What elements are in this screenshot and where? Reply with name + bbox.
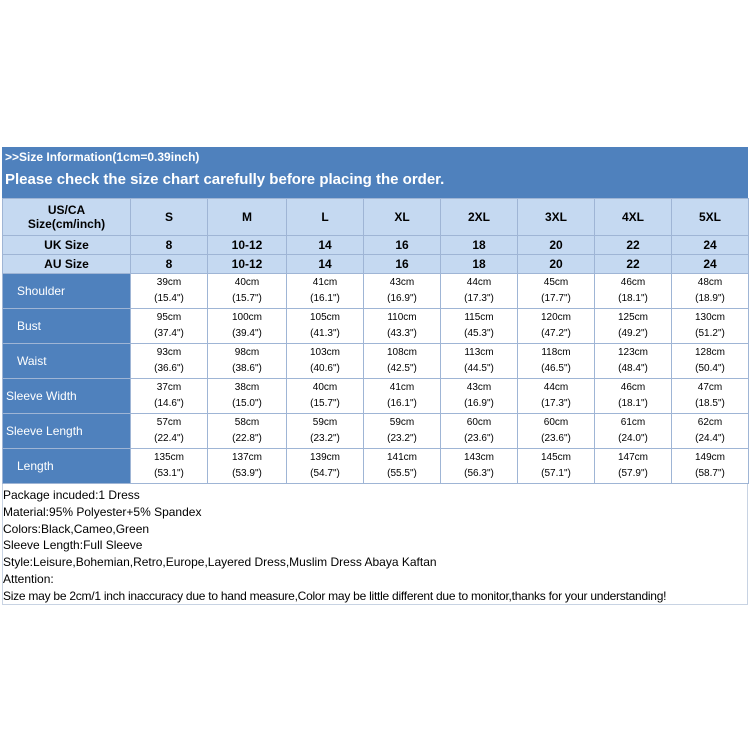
- inch-value: (37.4"): [154, 328, 184, 339]
- measurement-cell: [287, 274, 364, 309]
- measurement-cell: [595, 274, 672, 309]
- cm-value: 40cm: [312, 382, 338, 393]
- us-size-label: [3, 199, 131, 236]
- measurement-row-sleeve-width: [3, 379, 749, 414]
- measurement-cell: [595, 344, 672, 379]
- uk-size-cell: 20: [518, 236, 595, 255]
- inch-value: (22.8"): [232, 433, 262, 444]
- measurement-cell: [208, 344, 287, 379]
- inch-value: (18.5"): [695, 398, 725, 409]
- cm-value: 41cm: [312, 277, 338, 288]
- measurement-cell: [208, 379, 287, 414]
- inch-value: (16.1"): [310, 293, 340, 304]
- measurement-cell: [595, 414, 672, 449]
- note-package: Package incuded:1 Dress: [3, 488, 140, 502]
- inch-value: (16.9"): [387, 293, 417, 304]
- size-header-cell: 2XL: [441, 199, 518, 236]
- measurement-cell: [441, 379, 518, 414]
- measurement-cell: [287, 414, 364, 449]
- measurement-cell: [287, 449, 364, 484]
- cm-value: 125cm: [617, 312, 648, 323]
- inch-value: (36.6"): [154, 363, 184, 374]
- inch-value: (15.4"): [154, 293, 184, 304]
- inch-value: (23.6"): [541, 433, 571, 444]
- measurement-cell: [364, 414, 441, 449]
- measurement-cell: [441, 274, 518, 309]
- cm-value: 128cm: [694, 347, 725, 358]
- cm-value: 45cm: [543, 277, 569, 288]
- size-header-cell: 3XL: [518, 199, 595, 236]
- inch-value: (56.3"): [464, 468, 494, 479]
- inch-value: (49.2"): [618, 328, 648, 339]
- cm-value: 59cm: [389, 417, 415, 428]
- cm-value: 108cm: [386, 347, 417, 358]
- cm-value: 57cm: [156, 417, 182, 428]
- inch-value: (15.0"): [232, 398, 262, 409]
- size-header-cell: M: [208, 199, 287, 236]
- inch-value: (38.6"): [232, 363, 262, 374]
- note-inaccuracy: Size may be 2cm/1 inch inaccuracy due to hand measure,Color may be little different due to monitor,thanks for your understanding!: [3, 588, 667, 603]
- cm-value: 60cm: [466, 417, 492, 428]
- us-size-label-line1: US/CA: [47, 203, 86, 217]
- size-chart-warning: Please check the size chart carefully before placing the order.: [5, 171, 445, 188]
- cm-value: 100cm: [231, 312, 262, 323]
- measurement-cell: [595, 379, 672, 414]
- uk-size-cell: 22: [595, 236, 672, 255]
- uk-size-cell: 16: [364, 236, 441, 255]
- cm-value: 44cm: [466, 277, 492, 288]
- inch-value: (18.1"): [618, 293, 648, 304]
- inch-value: (15.7"): [232, 293, 262, 304]
- inch-value: (54.7"): [310, 468, 340, 479]
- measurement-cell: [208, 309, 287, 344]
- au-size-cell: 14: [287, 255, 364, 274]
- inch-value: (24.4"): [695, 433, 725, 444]
- cm-value: 61cm: [620, 417, 646, 428]
- cm-value: 145cm: [540, 452, 571, 463]
- size-header-cell: 5XL: [672, 199, 749, 236]
- note-sleeve-length: Sleeve Length:Full Sleeve: [3, 538, 143, 553]
- inch-value: (24.0"): [618, 433, 648, 444]
- measurement-cell: [672, 379, 749, 414]
- measurement-cell: [518, 414, 595, 449]
- measurement-cell: [441, 449, 518, 484]
- uk-size-row: [3, 236, 749, 255]
- inch-value: (51.2"): [695, 328, 725, 339]
- inch-value: (41.3"): [310, 328, 340, 339]
- measurement-cell: [131, 344, 208, 379]
- measurement-cell: [131, 274, 208, 309]
- measurement-cell: [208, 274, 287, 309]
- cm-value: 118cm: [541, 347, 571, 358]
- measurement-cell: [131, 414, 208, 449]
- inch-value: (57.9"): [618, 468, 648, 479]
- inch-value: (15.7"): [310, 398, 340, 409]
- measurement-cell: [364, 449, 441, 484]
- size-table: [2, 198, 749, 484]
- measurement-cell: [131, 309, 208, 344]
- cm-value: 43cm: [389, 277, 415, 288]
- measurement-cell: [672, 449, 749, 484]
- measurement-cell: [518, 379, 595, 414]
- au-size-cell: 24: [672, 255, 749, 274]
- cm-value: 103cm: [309, 347, 340, 358]
- inch-value: (58.7"): [695, 468, 725, 479]
- inch-value: (23.2"): [310, 433, 340, 444]
- inch-value: (16.1"): [387, 398, 417, 409]
- measurement-cell: [208, 449, 287, 484]
- inch-value: (17.3"): [464, 293, 494, 304]
- cm-value: 39cm: [156, 277, 182, 288]
- au-size-cell: 18: [441, 255, 518, 274]
- measurement-cell: [672, 414, 749, 449]
- inch-value: (42.5"): [387, 363, 417, 374]
- cm-value: 147cm: [617, 452, 648, 463]
- cm-value: 48cm: [697, 277, 723, 288]
- note-colors: Colors:Black,Cameo,Green: [3, 521, 150, 536]
- cm-value: 143cm: [463, 452, 494, 463]
- uk-size-cell: 24: [672, 236, 749, 255]
- cm-value: 46cm: [620, 382, 646, 393]
- size-header-cell: L: [287, 199, 364, 236]
- cm-value: 115cm: [464, 312, 494, 323]
- inch-value: (17.3"): [541, 398, 571, 409]
- cm-value: 60cm: [543, 417, 569, 428]
- measurement-cell: [364, 309, 441, 344]
- cm-value: 135cm: [153, 452, 184, 463]
- measurement-cell: [595, 449, 672, 484]
- inch-value: (17.7"): [541, 293, 571, 304]
- cm-value: 137cm: [231, 452, 262, 463]
- measurement-row-bust: [3, 309, 749, 344]
- measurement-cell: [441, 344, 518, 379]
- cm-value: 58cm: [234, 417, 260, 428]
- measurement-cell: [672, 309, 749, 344]
- size-info-header: [2, 147, 748, 198]
- us-size-label-line2: Size(cm/inch): [27, 217, 106, 231]
- cm-value: 62cm: [697, 417, 723, 428]
- inch-value: (43.3"): [387, 328, 417, 339]
- measurement-row-shoulder: [3, 274, 749, 309]
- cm-value: 37cm: [156, 382, 182, 393]
- measurement-label: Sleeve Width: [3, 379, 131, 414]
- cm-value: 38cm: [234, 382, 260, 393]
- cm-value: 46cm: [620, 277, 646, 288]
- measurement-cell: [672, 344, 749, 379]
- au-size-cell: 16: [364, 255, 441, 274]
- measurement-cell: [441, 309, 518, 344]
- measurement-cell: [518, 344, 595, 379]
- measurement-cell: [131, 449, 208, 484]
- inch-value: (18.1"): [618, 398, 648, 409]
- cm-value: 43cm: [466, 382, 492, 393]
- measurement-cell: [287, 379, 364, 414]
- inch-value: (23.6"): [464, 433, 494, 444]
- measurement-label: Shoulder: [3, 274, 131, 309]
- au-size-cell: 8: [131, 255, 208, 274]
- inch-value: (48.4"): [618, 363, 648, 374]
- uk-size-label: UK Size: [3, 236, 131, 255]
- au-size-label: AU Size: [3, 255, 131, 274]
- inch-value: (18.9"): [695, 293, 725, 304]
- measurement-cell: [441, 414, 518, 449]
- cm-value: 130cm: [694, 312, 725, 323]
- measurement-cell: [287, 309, 364, 344]
- measurement-cell: [287, 344, 364, 379]
- cm-value: 141cm: [386, 452, 417, 463]
- inch-value: (53.9"): [232, 468, 262, 479]
- au-size-cell: 22: [595, 255, 672, 274]
- cm-value: 44cm: [543, 382, 569, 393]
- cm-value: 41cm: [389, 382, 415, 393]
- measurement-cell: [518, 449, 595, 484]
- cm-value: 123cm: [617, 347, 648, 358]
- note-attention: Attention:: [3, 571, 54, 586]
- cm-value: 113cm: [464, 347, 494, 358]
- measurement-cell: [672, 274, 749, 309]
- measurement-cell: [518, 274, 595, 309]
- inch-value: (45.3"): [464, 328, 494, 339]
- inch-value: (47.2"): [541, 328, 571, 339]
- inch-value: (55.5"): [387, 468, 417, 479]
- au-size-row: [3, 255, 749, 274]
- size-info-title: >>Size Information(1cm=0.39inch): [5, 150, 200, 164]
- cm-value: 40cm: [234, 277, 260, 288]
- measurement-cell: [595, 309, 672, 344]
- inch-value: (46.5"): [541, 363, 571, 374]
- inch-value: (53.1"): [154, 468, 184, 479]
- cm-value: 59cm: [312, 417, 338, 428]
- measurement-label: Bust: [3, 309, 131, 344]
- uk-size-cell: 8: [131, 236, 208, 255]
- inch-value: (50.4"): [695, 363, 725, 374]
- inch-value: (14.6"): [154, 398, 184, 409]
- cm-value: 47cm: [697, 382, 723, 393]
- au-size-cell: 10-12: [208, 255, 287, 274]
- note-material: Material:95% Polyester+5% Spandex: [3, 504, 202, 519]
- inch-value: (40.6"): [310, 363, 340, 374]
- measurement-cell: [364, 274, 441, 309]
- measurement-label: Waist: [3, 344, 131, 379]
- cm-value: 120cm: [540, 312, 571, 323]
- measurement-row-length: [3, 449, 749, 484]
- inch-value: (16.9"): [464, 398, 494, 409]
- measurement-cell: [131, 379, 208, 414]
- inch-value: (39.4"): [232, 328, 262, 339]
- cm-value: 105cm: [309, 312, 340, 323]
- inch-value: (23.2"): [387, 433, 417, 444]
- cm-value: 110cm: [387, 312, 417, 323]
- inch-value: (22.4"): [154, 433, 184, 444]
- measurement-row-sleeve-length: [3, 414, 749, 449]
- us-size-row: [3, 199, 749, 236]
- product-notes: [3, 487, 747, 605]
- size-header-cell: 4XL: [595, 199, 672, 236]
- measurement-cell: [518, 309, 595, 344]
- size-header-cell: S: [131, 199, 208, 236]
- measurement-row-waist: [3, 344, 749, 379]
- cm-value: 149cm: [694, 452, 725, 463]
- size-header-cell: XL: [364, 199, 441, 236]
- cm-value: 93cm: [156, 347, 182, 358]
- inch-value: (57.1"): [541, 468, 571, 479]
- note-style: Style:Leisure,Bohemian,Retro,Europe,Layered Dress,Muslim Dress Abaya Kaftan: [3, 555, 437, 570]
- cm-value: 95cm: [156, 312, 182, 323]
- measurement-cell: [364, 379, 441, 414]
- uk-size-cell: 10-12: [208, 236, 287, 255]
- inch-value: (44.5"): [464, 363, 494, 374]
- measurement-label: Length: [3, 449, 131, 484]
- uk-size-cell: 14: [287, 236, 364, 255]
- uk-size-cell: 18: [441, 236, 518, 255]
- cm-value: 139cm: [309, 452, 340, 463]
- measurement-cell: [208, 414, 287, 449]
- cm-value: 98cm: [234, 347, 260, 358]
- measurement-cell: [364, 344, 441, 379]
- measurement-label: Sleeve Length: [3, 414, 131, 449]
- au-size-cell: 20: [518, 255, 595, 274]
